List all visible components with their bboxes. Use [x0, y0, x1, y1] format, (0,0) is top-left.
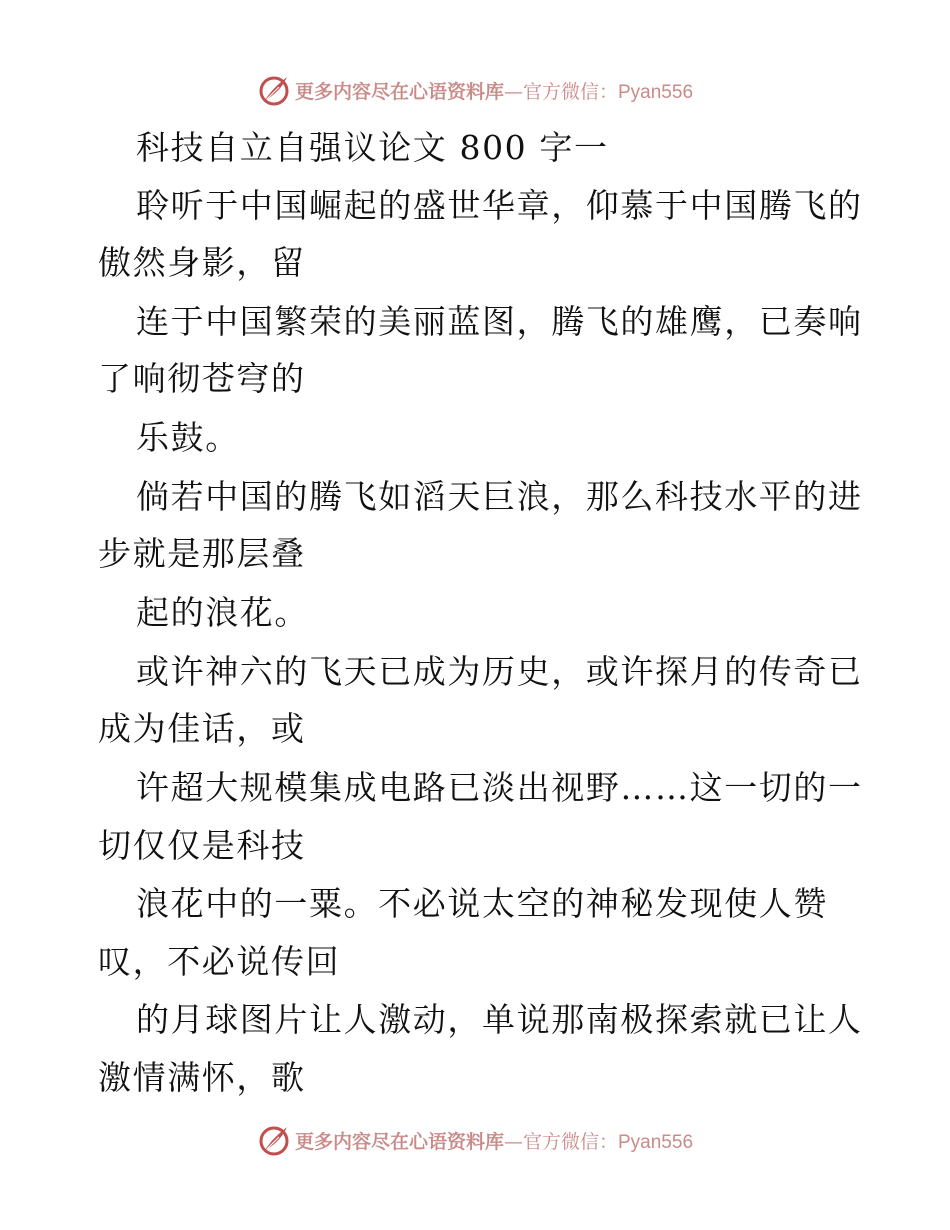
- watermark-brand: 更多内容尽在心语资料库: [294, 80, 504, 103]
- paragraph-line: 的月球图片让人激动，单说那南极探索就已让人: [136, 1000, 863, 1039]
- footer-watermark: [0, 1120, 950, 1160]
- paragraph-line: 乐鼓。: [136, 418, 240, 457]
- paragraph-line: 浪花中的一粟。不必说太空的神秘发现使人赞: [136, 884, 828, 923]
- paragraph-line: 许超大规模集成电路已淡出视野……这一切的一: [136, 768, 863, 807]
- paragraph-line: 步就是那层叠: [98, 534, 306, 573]
- paragraph-line: 了响彻苍穹的: [98, 359, 306, 398]
- watermark-separator: —官方微信：: [503, 80, 618, 103]
- paragraph-line: 倘若中国的腾飞如滔天巨浪，那么科技水平的进: [136, 477, 863, 516]
- paragraph-line: 聆听于中国崛起的盛世华章，仰慕于中国腾飞的: [136, 186, 863, 225]
- paragraph-line: 切仅仅是科技: [98, 826, 306, 865]
- watermark-wechat-id: Pyan556: [618, 1131, 694, 1153]
- paragraph-line: 激情满怀，歌: [98, 1058, 306, 1097]
- watermark-text: [295, 1127, 693, 1154]
- paragraph-line: 或许神六的飞天已成为历史，或许探月的传奇已: [136, 652, 863, 691]
- paragraph-line: 傲然身影，留: [98, 243, 306, 282]
- document-title: 科技自立自强议论文 800 字一: [136, 128, 609, 167]
- watermark-separator: —官方微信：: [503, 1130, 618, 1153]
- watermark-brand: 更多内容尽在心语资料库: [294, 1130, 504, 1153]
- paragraph-line: 起的浪花。: [136, 593, 309, 632]
- paragraph-line: 连于中国繁荣的美丽蓝图，腾飞的雄鹰，已奏响: [136, 302, 863, 341]
- feather-logo-icon: [257, 1123, 291, 1157]
- watermark-wechat-id: Pyan556: [618, 81, 694, 103]
- paragraph-line: 叹，不必说传回: [98, 942, 341, 981]
- paragraph-line: 成为佳话，或: [98, 709, 306, 748]
